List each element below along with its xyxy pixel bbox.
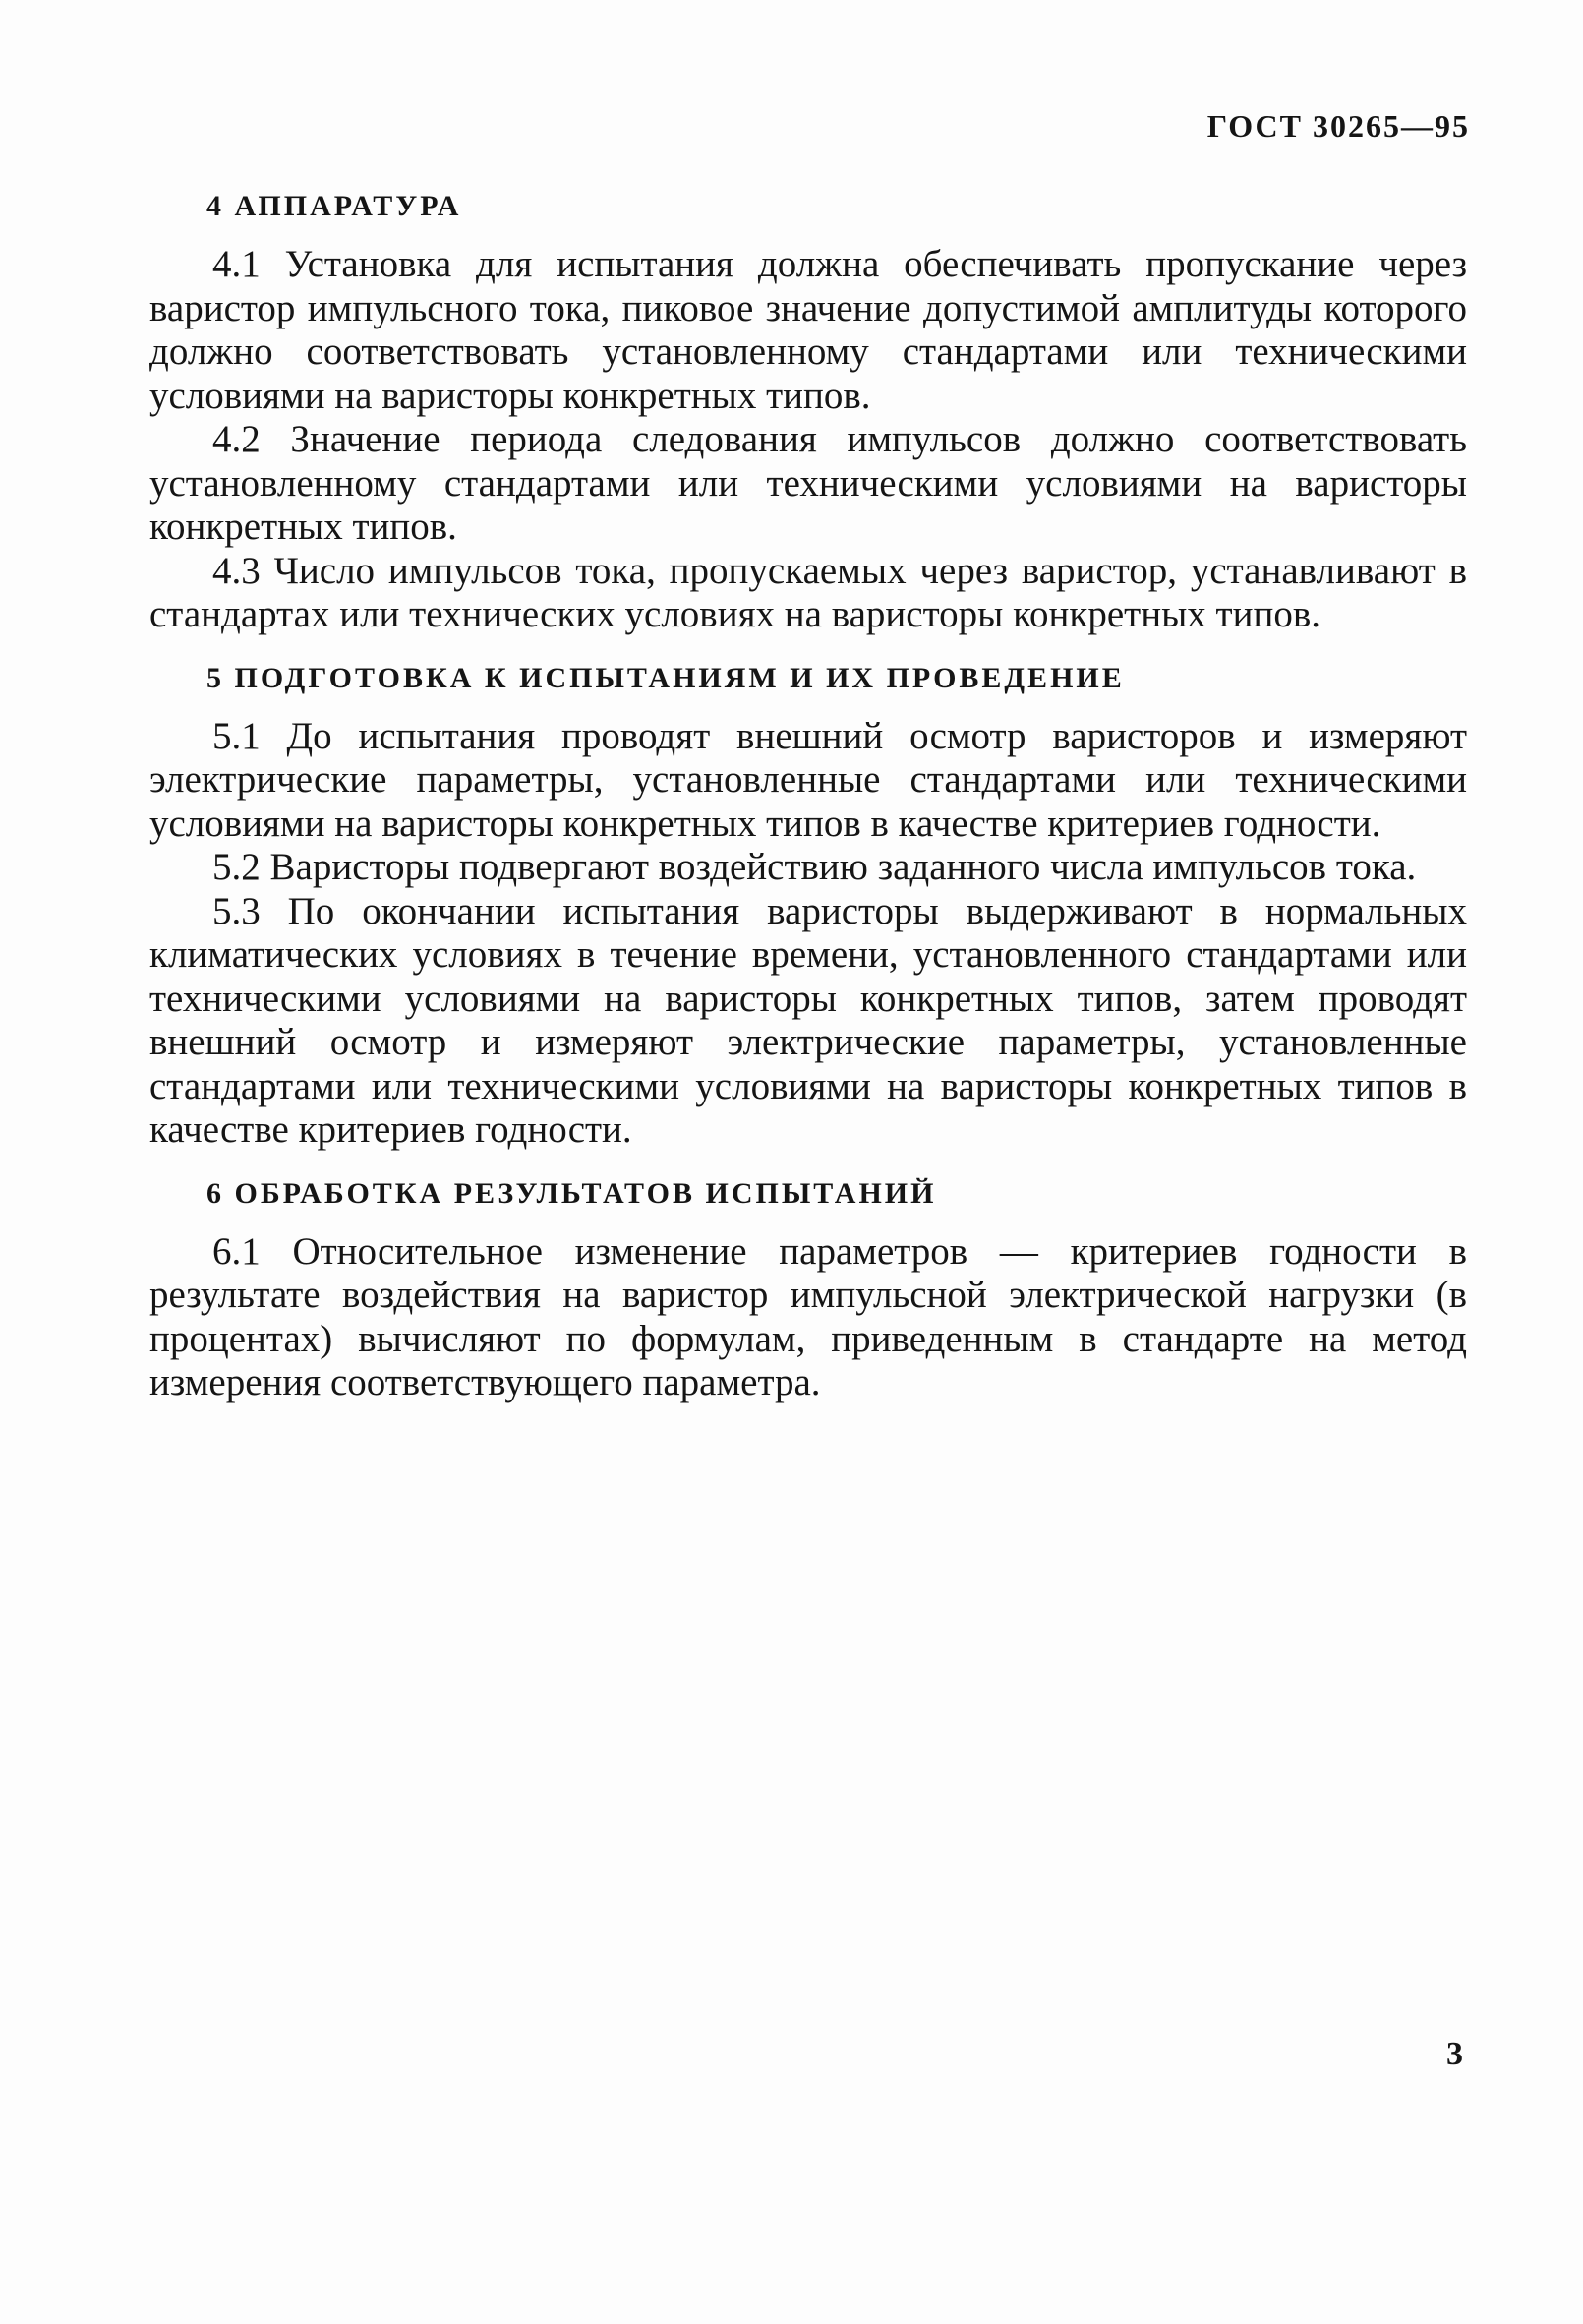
- section-apparatus: [149, 187, 1467, 637]
- paragraph-4-1: 4.1 Установка для испытания должна обеспечивать пропускание через варистор импульсного тока, пиковое значение допустимой амплитуды которого должно соответствовать установленному стандартами или техническими условиями на варисторы конкретных типов.: [149, 243, 1467, 417]
- document-body: [149, 187, 1467, 1427]
- paragraph-4-2: 4.2 Значение периода следования импульсов должно соответствовать установленному стандартами или техническими условиями на варисторы конкретных типов.: [149, 418, 1467, 548]
- section-results-processing: [149, 1174, 1467, 1405]
- paragraph-4-3: 4.3 Число импульсов тока, пропускаемых через варистор, устанавливают в стандартах или технических условиях на варисторы конкретных типов.: [149, 549, 1467, 635]
- section-preparation: [149, 659, 1467, 1153]
- paragraph-5-1: 5.1 До испытания проводят внешний осмотр варисторов и измеряют электрические параметры, установленные стандартами или техническими условиями на варисторы конкретных типов в качестве критериев годности.: [149, 714, 1467, 845]
- paragraph-5-3: 5.3 По окончании испытания варисторы выдерживают в нормальных климатических условиях в течение времени, установленного стандартами или техническими условиями на варисторы конкретных типов, затем проводят внешний осмотр и измеряют электрические параметры, установленные стандартами или техническими условиями на варисторы конкретных типов в качестве критериев годности.: [149, 889, 1467, 1151]
- section-title: 6 ОБРАБОТКА РЕЗУЛЬТАТОВ ИСПЫТАНИЙ: [206, 1176, 937, 1210]
- paragraph-5-2: 5.2 Варисторы подвергают воздействию заданного числа импульсов тока.: [212, 846, 1417, 888]
- section-title: 4 АППАРАТУРА: [206, 190, 462, 222]
- paragraph-6-1: 6.1 Относительное изменение параметров — критериев годности в результате воздействия на варистор импульсной электрической нагрузки (в процентах) вычисляют по формулам, приведенным в стандарте на метод измерения соответствующего параметра.: [149, 1229, 1467, 1403]
- section-title: 5 ПОДГОТОВКА К ИСПЫТАНИЯМ И ИХ ПРОВЕДЕНИЕ: [206, 661, 1125, 694]
- document-id-header: ГОСТ 30265—95: [1206, 108, 1470, 144]
- page-number: 3: [1446, 2036, 1463, 2072]
